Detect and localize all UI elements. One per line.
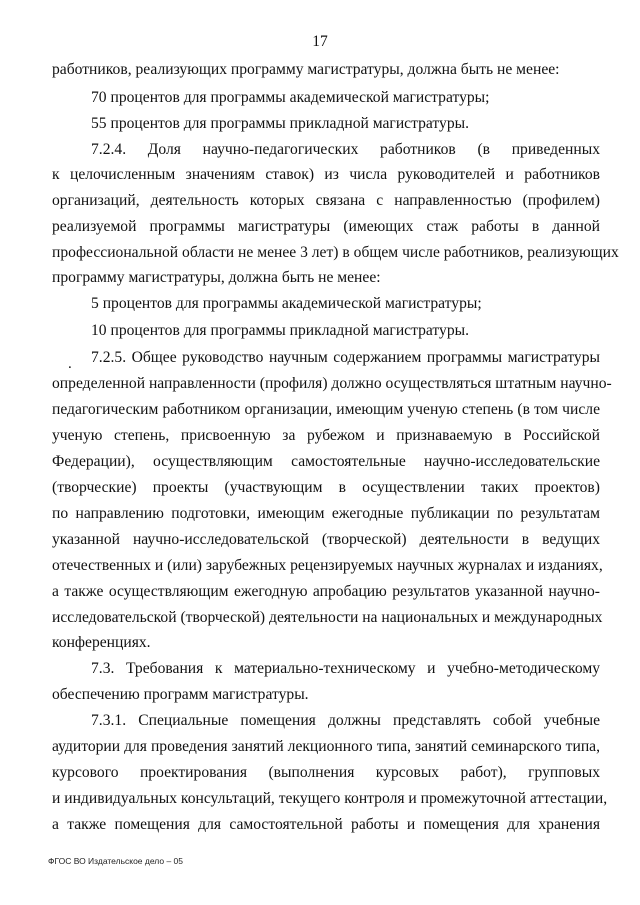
text-line: к целочисленным значениям ставок) из числа руководителей и работников: [52, 166, 600, 183]
text-line: определенной направленности (профиля) должно осуществляться штатным научно-: [52, 375, 612, 392]
text-line: 10 процентов для программы прикладной магистратуры.: [91, 322, 469, 339]
text-line: педагогическим работником организации, имеющим ученую степень (в том числе: [52, 401, 600, 418]
text-line: и индивидуальных консультаций, текущего контроля и промежуточной аттестации,: [52, 790, 608, 807]
text-line: реализуемой программы магистратуры (имеющих стаж работы в данной: [52, 218, 600, 235]
text-line: (творческие) проекты (участвующим в осуществлении таких проектов): [52, 479, 600, 496]
text-line: отечественных и (или) зарубежных рецензируемых научных журналах и изданиях,: [52, 557, 603, 574]
text-line: 7.2.4. Доля научно-педагогических работников (в приведенных: [91, 141, 600, 158]
page-number: 17: [312, 33, 328, 50]
section-heading-line: обеспечению программ магистратуры.: [52, 686, 309, 703]
section-heading-line: 7.3. Требования к материально-техническому и учебно-методическому: [91, 660, 600, 677]
text-line: организаций, деятельность которых связана с направленностью (профилем): [52, 192, 600, 209]
text-line: Федерации), осуществляющим самостоятельные научно-исследовательские: [52, 453, 600, 470]
text-line: программу магистратуры, должна быть не менее:: [52, 269, 381, 286]
text-line: 7.2.5. Общее руководство научным содержанием программы магистратуры: [91, 349, 600, 366]
stray-dot-mark: .: [68, 356, 72, 372]
page-footer: ФГОС ВО Издательское дело – 05: [48, 856, 183, 866]
text-line: конференциях.: [52, 634, 151, 651]
text-line: а также помещения для самостоятельной работы и помещения для хранения: [52, 816, 600, 833]
text-line: 70 процентов для программы академической магистратуры;: [91, 89, 490, 106]
text-line: профессиональной области не менее 3 лет) в общем числе работников, реализующих: [52, 244, 619, 261]
text-line: исследовательской (творческой) деятельности на национальных и международных: [52, 609, 603, 626]
text-line: работников, реализующих программу магистратуры, должна быть не менее:: [52, 61, 560, 78]
text-line: ученую степень, присвоенную за рубежом и признаваемую в Российской: [52, 427, 600, 444]
text-line: 55 процентов для программы прикладной магистратуры.: [91, 115, 469, 132]
text-line: курсового проектирования (выполнения курсовых работ), групповых: [52, 764, 600, 781]
text-line: 7.3.1. Специальные помещения должны представлять собой учебные: [91, 712, 600, 729]
text-line: а также осуществляющим ежегодную апробацию результатов указанной научно-: [52, 583, 600, 600]
text-line: указанной научно-исследовательской (творческой) деятельности в ведущих: [52, 531, 600, 548]
text-line: по направлению подготовки, имеющим ежегодные публикации по результатам: [52, 505, 600, 522]
text-line: 5 процентов для программы академической магистратуры;: [91, 295, 482, 312]
text-line: аудитории для проведения занятий лекционного типа, занятий семинарского типа,: [52, 738, 600, 755]
